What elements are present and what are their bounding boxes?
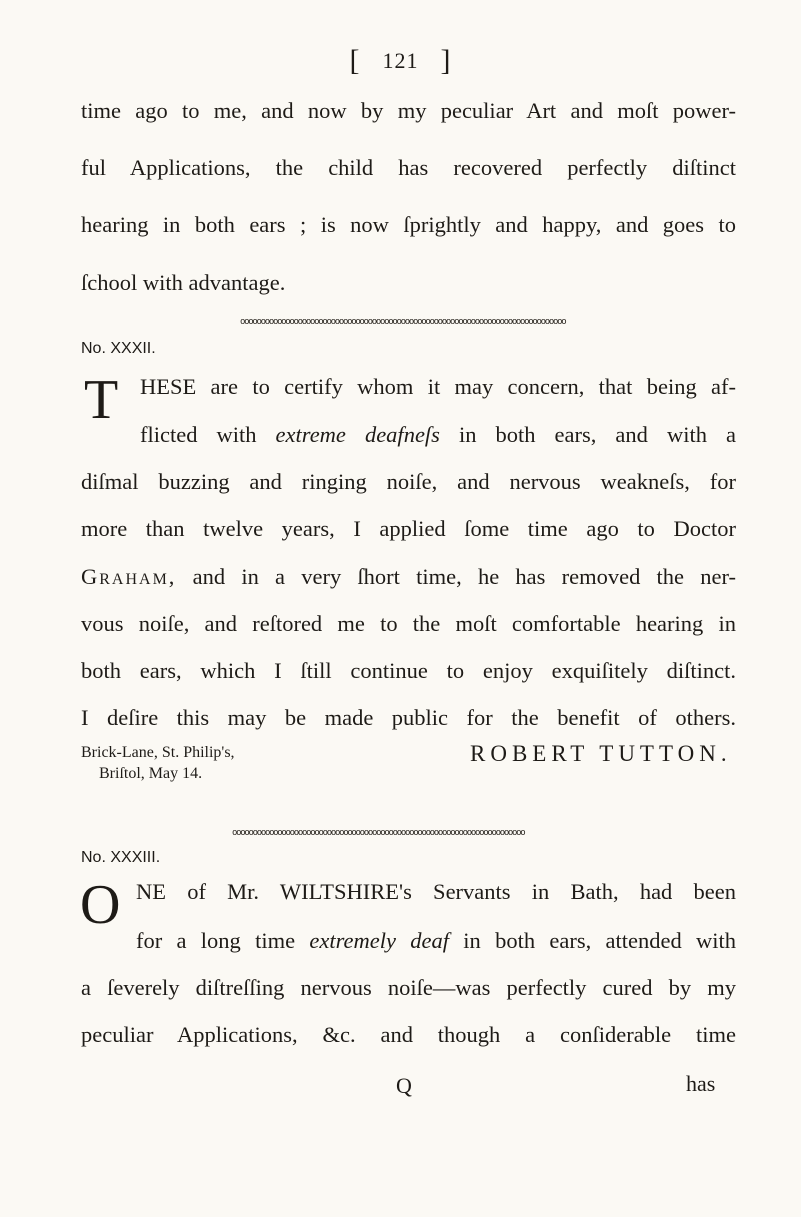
page-number: 121 — [382, 48, 419, 73]
para1-line-3: hearing in both ears ; is now ſprightly and happy, and goes to — [81, 212, 736, 237]
t33-line-2-a: for a long time — [136, 928, 310, 953]
t32-line-1: HESE are to certify whom it may concern, that being af- — [140, 374, 736, 399]
t32-line-5 — [81, 562, 736, 592]
page-header — [0, 42, 801, 76]
t33-line-1: NE of Mr. WILTSHIRE's Servants in Bath, had been — [136, 879, 736, 904]
catchword: has — [686, 1071, 716, 1096]
signature-place-line-2: Briſtol, May 14. — [99, 765, 203, 782]
section-divider: ooooooooooooooooooooooooooooooooooooooooooooooooooooooooooooooooooooooooooooooo — [240, 318, 566, 327]
t32-line-5-name: Graham, — [81, 564, 177, 589]
t32-line-2-emphasis: extreme deafneſs — [275, 422, 440, 447]
t33-line-4: peculiar Applications, &c. and though a conſiderable time — [81, 1022, 736, 1047]
testimonial-number: No. XXXII. — [81, 340, 156, 357]
para1-line-4: ſchool with advantage. — [81, 270, 286, 295]
signature-place-line-1: Brick-Lane, St. Philip's, — [81, 744, 235, 761]
signature-name: ROBERT TUTTON. — [470, 741, 732, 766]
para1-line-1: time ago to me, and now by my peculiar Art and moſt power- — [81, 98, 736, 123]
t32-line-2 — [140, 420, 736, 450]
header-bracket-left: [ — [349, 44, 361, 77]
t33-line-2-emphasis: extremely deaf — [309, 928, 449, 953]
para1-line-2: ful Applications, the child has recovered perfectly diſtinct — [81, 155, 736, 180]
t32-line-7: both ears, which I ſtill continue to enjoy exquiſitely diſtinct. — [81, 658, 736, 683]
t32-line-3: diſmal buzzing and ringing noiſe, and nervous weakneſs, for — [81, 469, 736, 494]
t33-line-2-b: in both ears, attended with — [449, 928, 736, 953]
t33-line-3: a ſeverely diſtreſſing nervous noiſe—was perfectly cured by my — [81, 975, 736, 1000]
t32-line-2-b: in both ears, and with a — [439, 422, 736, 447]
t32-line-2-a: flicted with — [140, 422, 276, 447]
testimonial-number-2: No. XXXIII. — [81, 849, 161, 866]
t32-line-4: more than twelve years, I applied ſome time ago to Doctor — [81, 516, 736, 541]
section-divider-2: ooooooooooooooooooooooooooooooooooooooooooooooooooooooooooooooooooooooo — [232, 829, 525, 838]
header-bracket-right: ] — [440, 44, 452, 77]
drop-cap-2: O — [80, 874, 121, 936]
signature-mark: Q — [396, 1073, 412, 1098]
t32-line-8: I deſire this may be made public for the benefit of others. — [81, 705, 736, 730]
t32-line-6: vous noiſe, and reſtored me to the moſt comfortable hearing in — [81, 611, 736, 636]
drop-cap: T — [84, 369, 119, 431]
t33-line-2 — [136, 926, 736, 956]
t32-line-5-b: and in a very ſhort time, he has removed the ner- — [176, 564, 736, 589]
